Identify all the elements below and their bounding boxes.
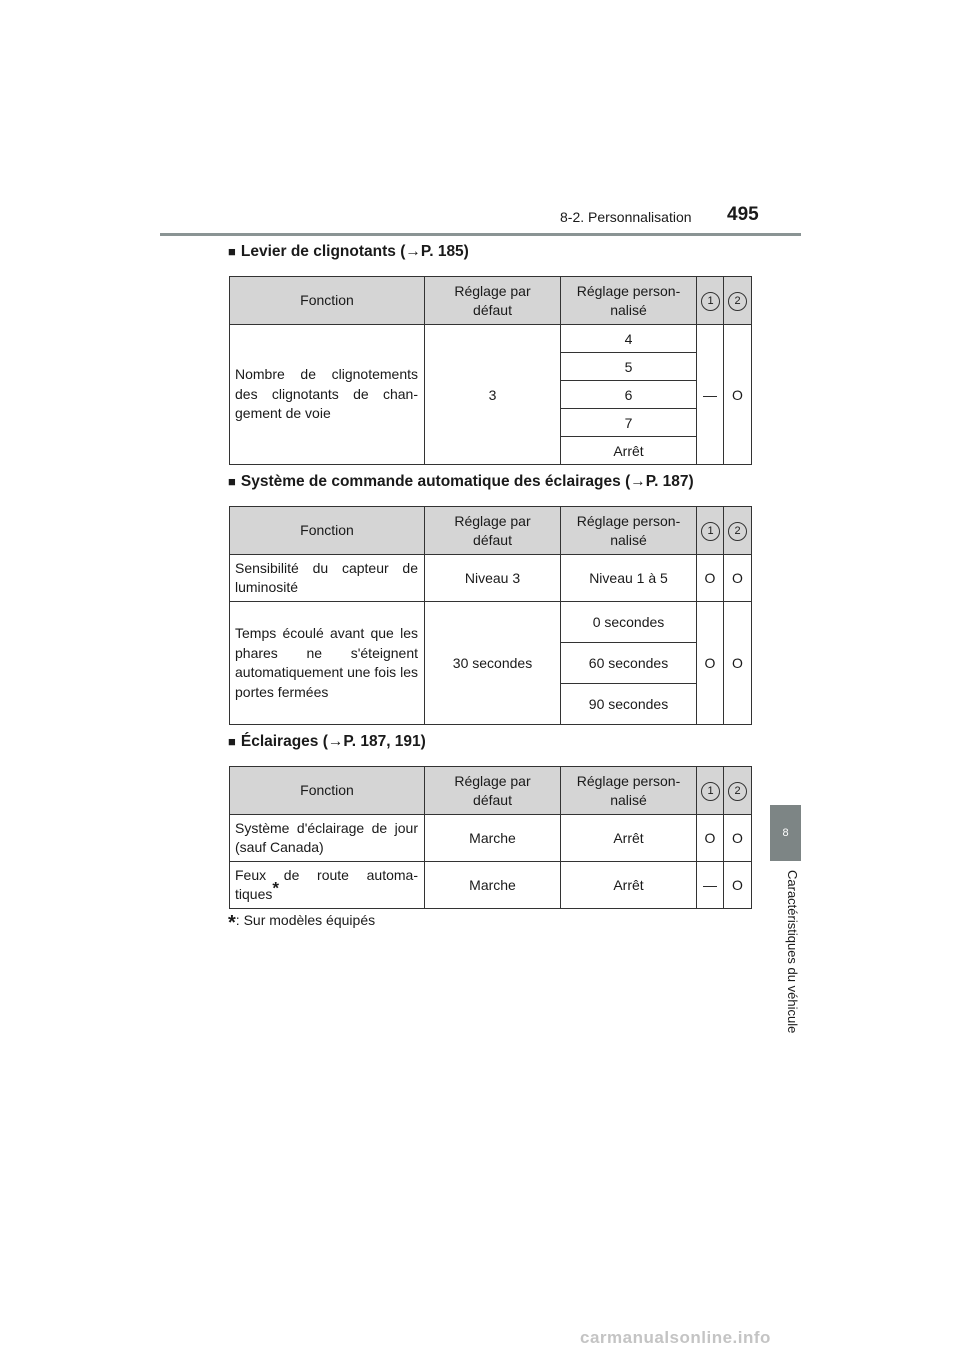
col-header-fonction: Fonction [230,277,425,325]
section-title: ■ Levier de clignotants (→P. 185) [228,243,469,260]
table-header-row [230,277,752,325]
cell-option: Arrêt [561,815,697,862]
cell-c2: O [724,815,752,862]
cell-c2: O [724,602,752,725]
col-header-personnalise: Réglage person- nalisé [561,767,697,815]
cell-c1: — [697,862,724,909]
col-header-defaut: Réglage par défaut [425,277,561,325]
header-rule [160,233,801,236]
col-header-defaut: Réglage par défaut [425,767,561,815]
settings-table-lights [229,766,752,909]
cell-fonction: Système d'éclairage de jour (sauf Canada) [230,815,425,862]
chapter-tab[interactable] [770,805,801,861]
square-bullet-icon: ■ [228,474,236,489]
table-header-row [230,507,752,555]
cell-fonction: Nombre de clignotements des clignotants de chan-gement de voie [230,325,425,465]
col-header-2: 2 [724,767,752,815]
square-bullet-icon: ■ [228,734,236,749]
footnote-marker: * [272,878,279,898]
footnote-marker: * [228,912,236,934]
table-row [230,325,752,353]
cell-c1: O [697,815,724,862]
table-row [230,602,752,643]
cell-option: 60 secondes [561,643,697,684]
cell-option: Arrêt [561,862,697,909]
col-header-2: 2 [724,277,752,325]
settings-table-auto-lights [229,506,752,725]
cell-c1: O [697,602,724,725]
square-bullet-icon: ■ [228,244,236,259]
col-header-fonction: Fonction [230,507,425,555]
cell-defaut: Niveau 3 [425,555,561,602]
cell-option: 7 [561,409,697,437]
col-header-defaut: Réglage par défaut [425,507,561,555]
cell-option: Arrêt [561,437,697,465]
table-row [230,815,752,862]
cell-defaut: Marche [425,862,561,909]
cell-fonction: Feux de route automa-tiques* [230,862,425,909]
col-header-personnalise: Réglage person- nalisé [561,507,697,555]
cell-option: 6 [561,381,697,409]
cell-fonction: Sensibilité du capteur de luminosité [230,555,425,602]
cell-option: 5 [561,353,697,381]
section-header: 8-2. Personnalisation [560,209,692,225]
col-header-1: 1 [697,507,724,555]
cell-option: Niveau 1 à 5 [561,555,697,602]
col-header-personnalise: Réglage person- nalisé [561,277,697,325]
cell-c1: — [697,325,724,465]
col-header-1: 1 [697,767,724,815]
cell-option: 90 secondes [561,684,697,725]
cell-c1: O [697,555,724,602]
cell-defaut: 3 [425,325,561,465]
page-number: 495 [727,204,759,225]
cell-option: 0 secondes [561,602,697,643]
table-header-row [230,767,752,815]
chapter-title: Caractéristiques du véhicule [785,870,800,1034]
table-row [230,555,752,602]
col-header-2: 2 [724,507,752,555]
cell-fonction: Temps écoulé avant que les phares ne s'éteignent automatiquement une fois les portes fermées [230,602,425,725]
table-row [230,862,752,909]
cell-option: 4 [561,325,697,353]
col-header-1: 1 [697,277,724,325]
cell-c2: O [724,325,752,465]
cell-defaut: 30 secondes [425,602,561,725]
section-title: ■ Éclairages (→P. 187, 191) [228,733,426,750]
col-header-fonction: Fonction [230,767,425,815]
cell-defaut: Marche [425,815,561,862]
cell-c2: O [724,555,752,602]
settings-table-turn-signal [229,276,752,465]
section-title: ■ Système de commande automatique des éclairages (→P. 187) [228,473,694,490]
watermark: carmanualsonline.info [580,1328,771,1347]
cell-c2: O [724,862,752,909]
chapter-number: 8 [782,827,789,839]
footnote: *: Sur modèles équipés [228,912,376,934]
